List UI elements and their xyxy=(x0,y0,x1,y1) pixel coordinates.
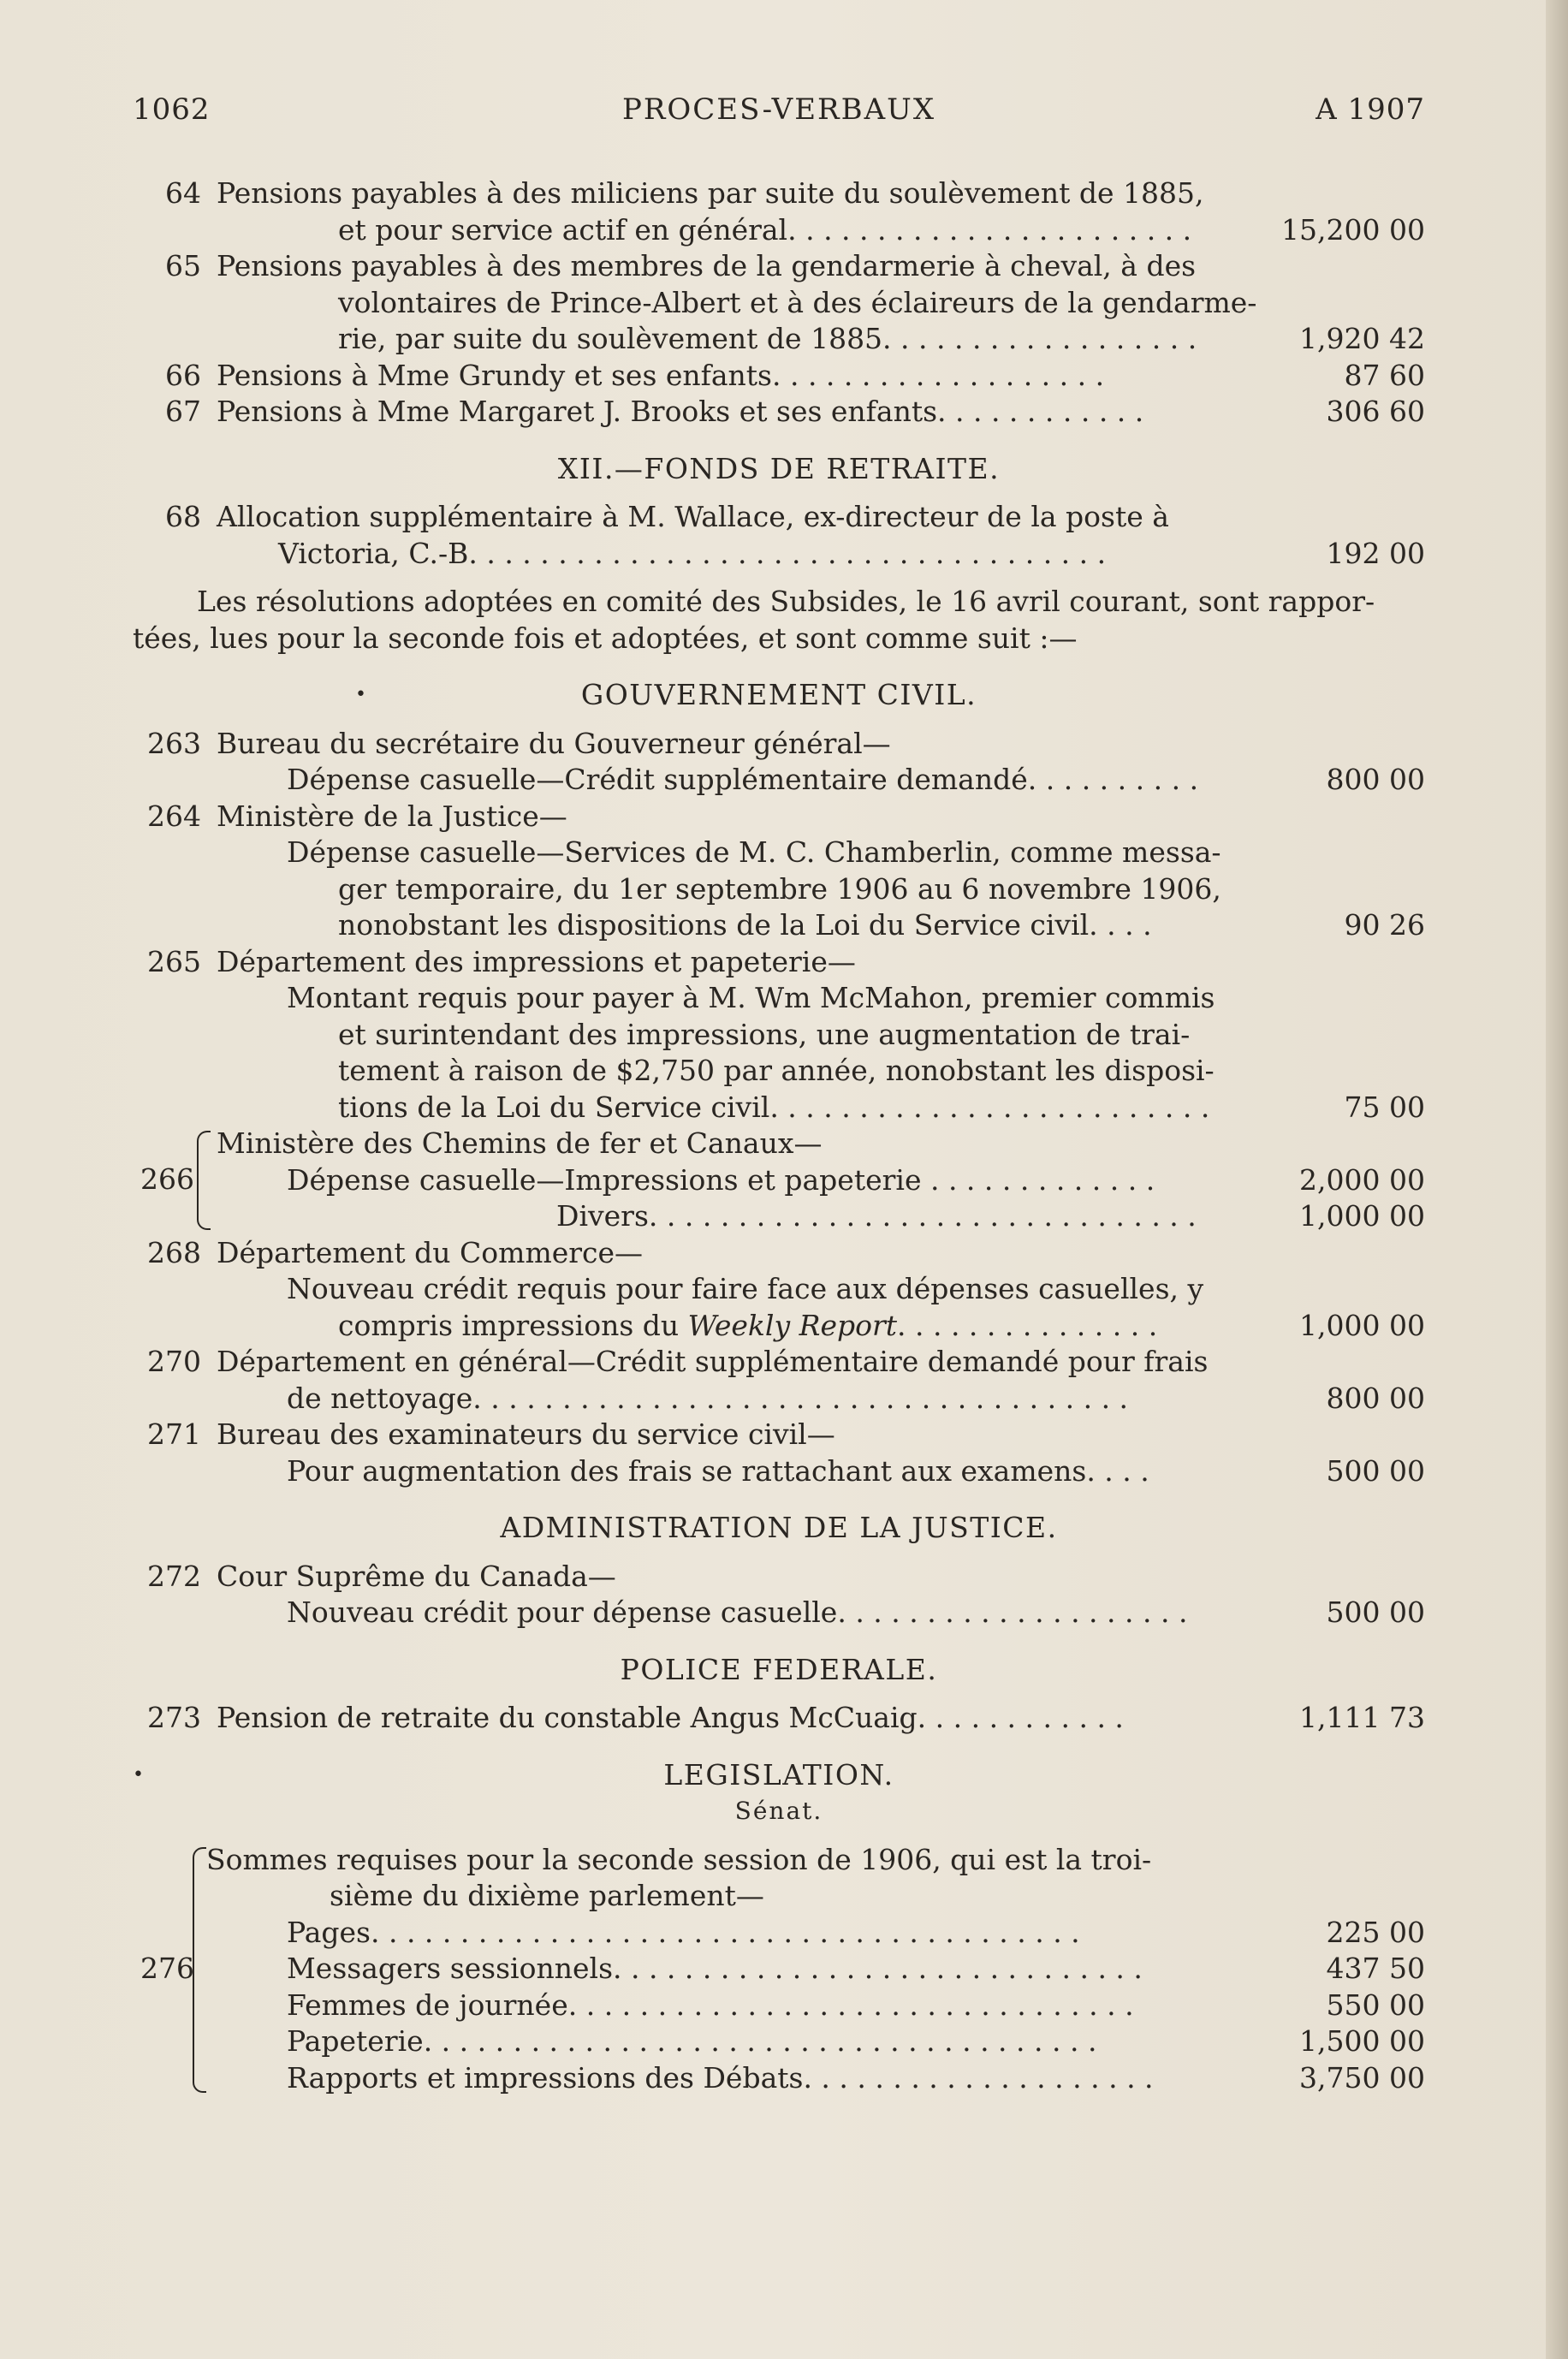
line-amount: 3,750 00 xyxy=(1299,2060,1425,2095)
section-heading-fonds-retraite: XII.—FONDS DE RETRAITE. xyxy=(557,451,1001,485)
entry-number: 273 xyxy=(147,1701,201,1734)
entry-text: Pensions payables à des miliciens par suite du soulèvement de 1885, xyxy=(217,176,1204,210)
entry-text: Dépense casuelle—Crédit supplémentaire demandé. . . . . . . . . . xyxy=(287,763,1199,796)
line-amount: 550 00 xyxy=(1326,1988,1425,2022)
entry-text: Département des impressions et papeterie— xyxy=(217,944,856,978)
line-label: Papeterie. . . . . . . . . . . . . . . . . . . . . . . . . . . . . . . . . . . . . . xyxy=(287,2024,1097,2058)
line-amount: 225 00 xyxy=(1326,1915,1425,1949)
paragraph-text: Les résolutions adoptées en comité des Subsides, le 16 avril courant, sont rappor- xyxy=(197,585,1375,618)
entry-66 xyxy=(133,358,1425,395)
entry-text-part: . . . . . . . . . . . . . . . xyxy=(897,1308,1158,1342)
list-item xyxy=(133,2023,1425,2060)
document-body xyxy=(133,175,1425,2096)
entry-number: 263 xyxy=(147,726,201,760)
entry-264-line3 xyxy=(133,871,1425,908)
entry-number: 64 xyxy=(165,176,201,210)
entry-text: Département du Commerce— xyxy=(217,1235,644,1269)
entry-text: Nouveau crédit pour dépense casuelle. . . . . . . . . . . . . . . . . . . . xyxy=(287,1595,1188,1629)
entry-text: Ministère de la Justice— xyxy=(217,799,567,833)
paragraph-text: tées, lues pour la seconde fois et adoptées, et sont comme suit :— xyxy=(133,621,1078,655)
entry-263 xyxy=(133,726,1425,763)
entry-text: Victoria, C.-B. . . . . . . . . . . . . . . . . . . . . . . . . . . . . . . . . . . . xyxy=(278,536,1107,570)
entry-text: Dépense casuelle—Impressions et papeterie . . . . . . . . . . . . . xyxy=(287,1162,1155,1197)
entry-text: Pensions à Mme Grundy et ses enfants. . . . . . . . . . . . . . . . . . . xyxy=(217,358,1105,392)
entry-265-line5 xyxy=(133,1090,1425,1126)
entry-number: 276 xyxy=(140,1952,194,1985)
entry-text: Bureau du secrétaire du Gouverneur général— xyxy=(217,726,891,760)
page-header xyxy=(133,92,1425,137)
entry-amount: 1,000 00 xyxy=(1299,1199,1425,1233)
entry-65 xyxy=(133,248,1425,285)
entry-number: 272 xyxy=(147,1559,201,1593)
entry-264-line4 xyxy=(133,907,1425,944)
entry-amount: 1,920 42 xyxy=(1299,322,1425,355)
entry-65-line3 xyxy=(133,321,1425,358)
entry-268-line2 xyxy=(133,1271,1425,1308)
entry-text: tement à raison de $2,750 par année, nonobstant les disposi- xyxy=(338,1054,1215,1087)
entry-amount: 500 00 xyxy=(1326,1453,1425,1488)
paragraph-line-2 xyxy=(133,621,1425,657)
entry-text-part: compris impressions du xyxy=(338,1308,688,1342)
entry-text: Nouveau crédit requis pour faire face aux dépenses casuelles, y xyxy=(287,1272,1204,1305)
entry-number: 68 xyxy=(165,500,201,533)
entry-68-line2 xyxy=(133,536,1425,573)
entry-276-line2 xyxy=(133,1878,1425,1915)
entry-text: Département en général—Crédit supplémentaire demandé pour frais xyxy=(217,1345,1209,1378)
entry-text: ger temporaire, du 1er septembre 1906 au 6 novembre 1906, xyxy=(338,871,1221,906)
line-label: Pages. . . . . . . . . . . . . . . . . . . . . . . . . . . . . . . . . . . . . . . . xyxy=(287,1915,1080,1949)
entry-266-line3 xyxy=(133,1198,1425,1235)
entry-276-group xyxy=(133,1842,1425,2097)
entry-text: volontaires de Prince-Albert et à des éclaireurs de la gendarme- xyxy=(338,285,1257,319)
list-item xyxy=(133,1951,1425,1988)
entry-text: rie, par suite du soulèvement de 1885. . . . . . . . . . . . . . . . . . xyxy=(338,322,1197,355)
list-item xyxy=(133,1915,1425,1952)
entry-text: Dépense casuelle—Services de M. C. Chamberlin, comme messa- xyxy=(287,835,1221,869)
entry-64-line2 xyxy=(133,212,1425,249)
entry-text: tions de la Loi du Service civil. . . . . . . . . . . . . . . . . . . . . . . . . xyxy=(338,1090,1210,1124)
paragraph-line-1 xyxy=(133,584,1425,621)
entry-number: 268 xyxy=(147,1235,201,1269)
entry-266-line2 xyxy=(133,1162,1425,1199)
entry-265-line3 xyxy=(133,1017,1425,1054)
entry-text: et surintendant des impressions, une augmentation de trai- xyxy=(338,1017,1191,1051)
entry-266 xyxy=(133,1126,1425,1162)
entry-number: 270 xyxy=(147,1345,201,1378)
entry-amount: 2,000 00 xyxy=(1299,1162,1425,1197)
entry-number: 67 xyxy=(165,395,201,428)
entry-text xyxy=(338,1308,1157,1345)
entry-text: Pour augmentation des frais se rattachant aux examens. . . . xyxy=(287,1453,1149,1488)
entry-265 xyxy=(133,944,1425,981)
entry-270-line2 xyxy=(133,1381,1425,1417)
entry-number: 266 xyxy=(140,1162,194,1196)
entry-271 xyxy=(133,1417,1425,1453)
line-label: Messagers sessionnels. . . . . . . . . . . . . . . . . . . . . . . . . . . . . . xyxy=(287,1952,1143,1985)
line-amount: 437 50 xyxy=(1326,1952,1425,1985)
entry-264-line2 xyxy=(133,835,1425,871)
entry-265-line4 xyxy=(133,1053,1425,1090)
line-amount: 1,500 00 xyxy=(1299,2024,1425,2058)
entry-text: Cour Suprême du Canada— xyxy=(217,1559,616,1593)
heading-text: GOUVERNEMENT CIVIL. xyxy=(580,678,977,711)
entry-amount: 306 60 xyxy=(1326,395,1425,428)
entry-number: 265 xyxy=(147,944,201,978)
entry-273 xyxy=(133,1700,1425,1737)
entry-265-line2 xyxy=(133,980,1425,1017)
entry-268-line3 xyxy=(133,1308,1425,1345)
section-heading-gouvernement-civil xyxy=(133,677,1425,714)
entry-268 xyxy=(133,1235,1425,1272)
page-edge xyxy=(1546,0,1568,2359)
entry-264 xyxy=(133,799,1425,835)
entry-number: 264 xyxy=(147,799,201,833)
line-label: Rapports et impressions des Débats. . . . . . . . . . . . . . . . . . . . xyxy=(287,2060,1154,2095)
entry-65-line2 xyxy=(133,285,1425,322)
entry-number: 65 xyxy=(165,249,201,282)
entry-amount: 800 00 xyxy=(1326,1381,1425,1415)
entry-276 xyxy=(133,1842,1425,1879)
entry-text: Allocation supplémentaire à M. Wallace, ex-directeur de la poste à xyxy=(217,500,1169,533)
entry-amount: 15,200 00 xyxy=(1281,212,1425,247)
entry-text: et pour service actif en général. . . . . . . . . . . . . . . . . . . . . . . xyxy=(338,212,1192,247)
entry-amount: 192 00 xyxy=(1326,536,1425,570)
entry-amount: 1,000 00 xyxy=(1299,1308,1425,1342)
heading-text: LEGISLATION. xyxy=(663,1757,894,1792)
page-year: A 1907 xyxy=(1316,92,1425,127)
line-label: Femmes de journée. . . . . . . . . . . . . . . . . . . . . . . . . . . . . . . . xyxy=(287,1988,1134,2022)
section-heading-legislation xyxy=(133,1757,1425,1794)
entry-text: nonobstant les dispositions de la Loi du Service civil. . . . xyxy=(338,908,1152,942)
entry-number: 66 xyxy=(165,358,201,392)
list-item xyxy=(133,1988,1425,2024)
entry-text: Ministère des Chemins de fer et Canaux— xyxy=(217,1126,823,1160)
entry-270 xyxy=(133,1344,1425,1381)
entry-272 xyxy=(133,1559,1425,1595)
bullet-mark: • xyxy=(355,684,368,705)
entry-text: Divers. . . . . . . . . . . . . . . . . . . . . . . . . . . . . . . xyxy=(556,1199,1197,1233)
entry-text: Montant requis pour payer à M. Wm McMahon, premier commis xyxy=(287,981,1215,1014)
list-item xyxy=(133,2060,1425,2097)
entry-text: Pension de retraite du constable Angus McCuaig. . . . . . . . . . . . xyxy=(217,1701,1124,1734)
entry-266-group xyxy=(133,1126,1425,1235)
entry-263-line2 xyxy=(133,762,1425,799)
entry-text: Pensions à Mme Margaret J. Brooks et ses enfants. . . . . . . . . . . . xyxy=(217,395,1144,428)
entry-64 xyxy=(133,175,1425,212)
entry-amount: 90 26 xyxy=(1344,908,1425,942)
entry-amount: 500 00 xyxy=(1326,1595,1425,1629)
entry-271-line2 xyxy=(133,1453,1425,1490)
entry-number: 271 xyxy=(147,1417,201,1451)
entry-amount: 1,111 73 xyxy=(1299,1701,1425,1734)
subheading-senat: Sénat. xyxy=(734,1797,823,1825)
entry-68 xyxy=(133,499,1425,536)
section-heading-justice: ADMINISTRATION DE LA JUSTICE. xyxy=(500,1511,1058,1544)
page-title: PROCES-VERBAUX xyxy=(621,92,936,127)
entry-text: de nettoyage. . . . . . . . . . . . . . . . . . . . . . . . . . . . . . . . . . . . . xyxy=(287,1381,1129,1415)
entry-67 xyxy=(133,394,1425,431)
entry-text: Sommes requises pour la seconde session de 1906, qui est la troi- xyxy=(206,1842,1152,1876)
entry-text: sième du dixième parlement— xyxy=(330,1879,764,1912)
entry-amount: 800 00 xyxy=(1326,763,1425,796)
entry-272-line2 xyxy=(133,1595,1425,1631)
entry-text: Pensions payables à des membres de la gendarmerie à cheval, à des xyxy=(217,249,1197,282)
section-heading-police: POLICE FEDERALE. xyxy=(620,1652,938,1686)
entry-amount: 87 60 xyxy=(1344,358,1425,392)
page-number: 1062 xyxy=(133,92,211,127)
entry-text: Bureau des examinateurs du service civil— xyxy=(217,1417,835,1451)
stray-mark: • xyxy=(133,1763,146,1786)
entry-amount: 75 00 xyxy=(1344,1090,1425,1124)
publication-title: Weekly Report xyxy=(687,1308,898,1342)
